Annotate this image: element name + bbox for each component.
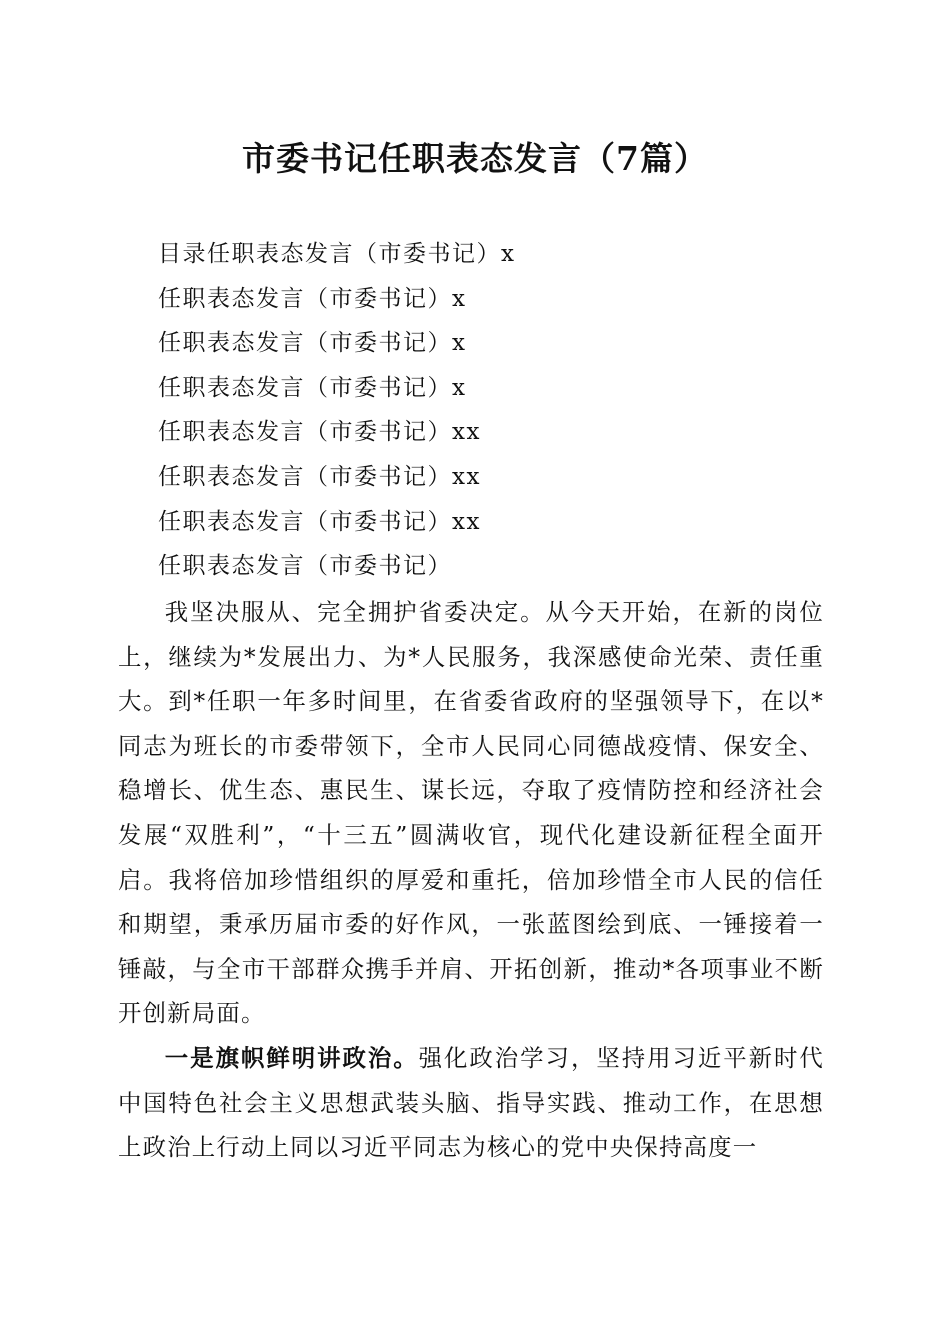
- toc-entry: 任职表态发言（市委书记）xx: [158, 419, 481, 446]
- toc-entry: 任职表态发言（市委书记）: [158, 553, 452, 580]
- toc-entry: 任职表态发言（市委书记）x: [158, 285, 467, 312]
- document-title: 市委书记任职表态发言（7篇）: [242, 139, 708, 178]
- paragraph-body: 强化政治学习，坚持用习近平新时代中国特色社会主义思想武装头脑、指导实践、推动工作，在思想上政治上行动上同以习近平同志为核心的党中央保持高度一: [118, 1043, 824, 1162]
- toc-entry: 任职表态发言（市委书记）xx: [158, 508, 481, 535]
- table-of-contents: [158, 232, 858, 589]
- toc-entry: 任职表态发言（市委书记）x: [158, 330, 467, 357]
- toc-entry: 任职表态发言（市委书记）xx: [158, 463, 481, 490]
- toc-entry: 目录任职表态发言（市委书记）x: [158, 241, 516, 267]
- paragraph-point-one: [118, 1036, 824, 1170]
- paragraph-lead-heading: 一是旗帜鲜明讲政治。: [164, 1043, 419, 1072]
- paragraph-intro: 我坚决服从、完全拥护省委决定。从今天开始，在新的岗位上，继续为*发展出力、为*人民服务，我深感使命光荣、责任重大。到*任职一年多时间里，在省委省政府的坚强领导下，在以*同志为班长的市委带领下，全市人民同心同德战疫情、保安全、稳增长、优生态、惠民生、谋长远，夺取了疫情防控和经济社会发展“双胜利”，“十三五”圆满收官，现代化建设新征程全面开启。我将倍加珍惜组织的厚爱和重托，倍加珍惜全市人民的信任和期望，秉承历届市委的好作风，一张蓝图绘到底、一锤接着一锤敲，与全市干部群众携手并肩、开拓创新，推动*各项事业不断开创新局面。: [118, 598, 824, 1028]
- toc-entry: 任职表态发言（市委书记）x: [158, 374, 467, 401]
- body-text: [118, 590, 824, 1170]
